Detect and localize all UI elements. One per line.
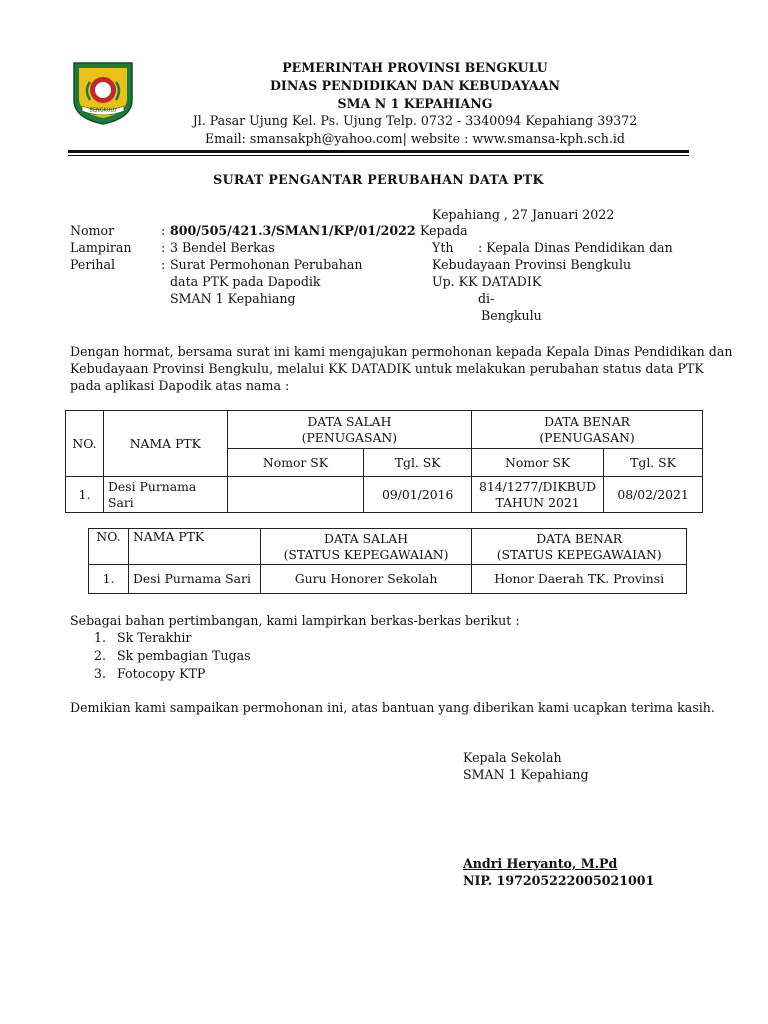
letterhead-rule-thick [68,150,689,153]
table-row [89,565,687,594]
header-nomor-sk-salah: Nomor SK [227,449,364,477]
penugasan-table [65,410,703,513]
intro-line-2: Kebudayaan Provinsi Bengkulu, melalui KK DATADIK untuk melakukan perubahan status data PTK [70,361,704,376]
header-tgl-sk-salah: Tgl. SK [364,449,472,477]
row-no: 1. [66,477,104,513]
header-data-benar-line-1: DATA BENAR [544,413,631,429]
row-nama-line-1: Desi Purnama [107,478,197,494]
header-data-salah-line-2: (STATUS KEPEGAWAIAN) [283,546,449,562]
lampiran-label: Lampiran [70,240,132,255]
header-nomor-sk-benar: Nomor SK [472,449,604,477]
row-nama-ptk [103,477,227,513]
letterhead-rule-thin [68,155,689,156]
table-row [66,477,703,513]
row-data-salah: Guru Honorer Sekolah [260,565,472,594]
lampiran-value: 3 Bendel Berkas [170,240,275,255]
recipient-line-4: di- [478,291,495,306]
header-data-salah-line-1: DATA SALAH [323,530,409,546]
header-data-benar-line-2: (STATUS KEPEGAWAIAN) [496,546,662,562]
signature-nip: NIP. 197205222005021001 [463,873,655,888]
status-kepegawaian-table [88,528,687,594]
nomor-value: 800/505/421.3/SMAN1/KP/01/2022 [170,223,416,238]
perihal-label: Perihal [70,257,116,272]
header-data-salah-line-1: DATA SALAH [307,413,392,429]
recipient-kepada: Kepada [420,223,468,238]
letterhead-address: Jl. Pasar Ujung Kel. Ps. Ujung Telp. 0732 - 3340094 Kepahiang 39372 [192,113,638,128]
attachment-item-num: 2. [94,648,107,663]
recipient-line-3: Up. KK DATADIK [432,274,542,289]
header-data-benar-line-2: (PENUGASAN) [539,429,635,445]
row-tgl-sk-salah: 09/01/2016 [364,477,472,513]
perihal-line-3: SMAN 1 Kepahiang [170,291,296,306]
header-no: NO. [89,529,129,565]
row-no: 1. [89,565,129,594]
signature-position-1: Kepala Sekolah [463,750,562,765]
header-tgl-sk-benar: Tgl. SK [604,449,703,477]
nomor-label: Nomor [70,223,115,238]
header-data-salah [260,529,472,565]
perihal-colon: : [161,257,166,272]
letterhead-department: DINAS PENDIDIKAN DAN KEBUDAYAAN [270,78,560,93]
header-data-benar-line-1: DATA BENAR [536,530,623,546]
header-data-benar [472,529,687,565]
row-nomor-sk-benar-line-1: 814/1277/DIKBUD [479,478,597,494]
row-nama-ptk: Desi Purnama Sari [128,565,260,594]
signature-position-2: SMAN 1 Kepahiang [463,767,589,782]
closing-sentence: Demikian kami sampaikan permohonan ini, atas bantuan yang diberikan kami ucapkan terima kasih. [70,700,715,715]
row-nomor-sk-benar [472,477,604,513]
row-nomor-sk-benar-line-2: TAHUN 2021 [495,494,580,510]
attachment-item-text: Sk pembagian Tugas [117,648,251,663]
attachment-item-num: 3. [94,666,107,681]
letterhead-school: SMA N 1 KEPAHIANG [337,96,493,111]
row-nomor-sk-salah [227,477,364,513]
header-nama-ptk: NAMA PTK [103,411,227,477]
attachment-item-text: Fotocopy KTP [117,666,206,681]
attachment-item-text: Sk Terakhir [117,630,192,645]
header-data-benar [472,411,703,449]
recipient-yth: Yth [432,240,454,255]
row-data-benar: Honor Daerah TK. Provinsi [472,565,687,594]
letterhead-email: Email: smansakph@yahoo.com| website : www.smansa-kph.sch.id [204,131,625,146]
recipient-line-1: : Kepala Dinas Pendidikan dan [478,240,673,255]
row-tgl-sk-benar: 08/02/2021 [604,477,703,513]
recipient-line-2: Kebudayaan Provinsi Bengkulu [432,257,632,272]
letterhead-government: PEMERINTAH PROVINSI BENGKULU [282,60,548,75]
recipient-line-5: Bengkulu [481,308,542,323]
intro-line-3: pada aplikasi Dapodik atas nama : [70,378,290,393]
svg-text:BENGKULU: BENGKULU [89,107,117,114]
signature-name: Andri Heryanto, M.Pd [463,856,618,871]
header-nama-ptk: NAMA PTK [128,529,260,565]
header-data-salah [227,411,471,449]
intro-line-1: Dengan hormat, bersama surat ini kami mengajukan permohonan kepada Kepala Dinas Pendidikan dan [70,344,733,359]
lampiran-colon: : [161,240,166,255]
perihal-line-2: data PTK pada Dapodik [170,274,321,289]
nomor-colon: : [161,223,166,238]
attachments-intro: Sebagai bahan pertimbangan, kami lampirkan berkas-berkas berikut : [70,613,520,628]
row-nama-line-2: Sari [107,494,134,510]
letter-title: SURAT PENGANTAR PERUBAHAN DATA PTK [213,172,544,187]
perihal-line-1: Surat Permohonan Perubahan [170,257,363,272]
attachment-item-num: 1. [94,630,107,645]
province-emblem-logo [70,60,136,126]
header-data-salah-line-2: (PENUGASAN) [301,429,398,445]
header-no: NO. [66,411,104,477]
letter-date: Kepahiang , 27 Januari 2022 [432,207,615,222]
